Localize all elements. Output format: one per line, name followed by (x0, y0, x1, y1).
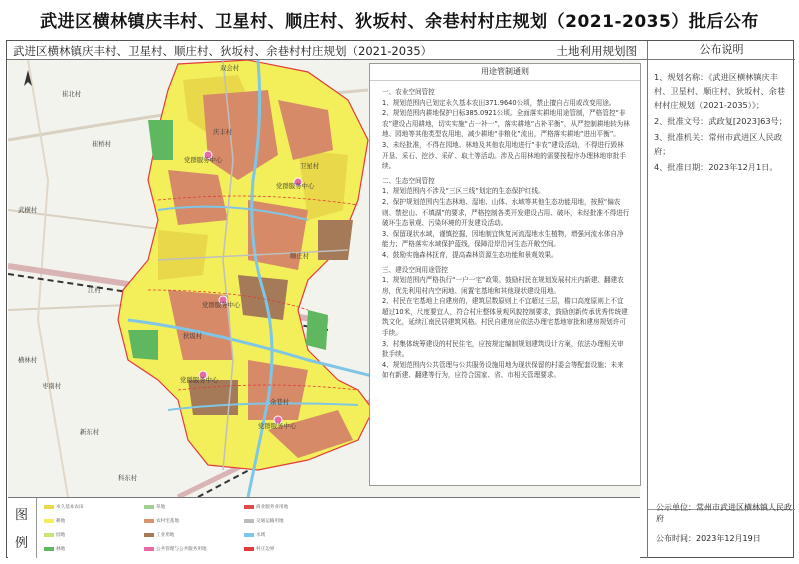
rule-item: 1、规划范围内严格执行“一户一宅”政策。鼓励村民在规划发展村庄内新建、翻建农房，优先利用村内空闲地、闲置宅基地和其他现状建设用地。 (382, 276, 624, 295)
legend-item (144, 518, 179, 524)
label-hengjiang: 武横村 (18, 206, 38, 214)
legend-swatch (44, 547, 54, 551)
land-use-rules-panel (369, 63, 641, 486)
label-henglin: 横林村 (18, 356, 38, 364)
rule-item: 一、农业空间管控 (382, 88, 435, 96)
notice-body (648, 60, 795, 174)
map-type-label: 土地利用规划图 (556, 44, 637, 58)
notice-item: 1、规划名称：《武进区横林镇庆丰村、卫星村、顺庄村、狄坂村、余巷村村庄规划（2021-2035）》； (654, 72, 786, 110)
page-title: 武进区横林镇庆丰村、卫星村、顺庄村、狄坂村、余巷村村庄规划（2021-2035）批后公布 (40, 11, 759, 32)
rule-item: 2、保护规划范围内生态林地、湿地、山体、水域等其他生态功能用地，按照“偏农则、禁挖山、不填湖”的要求，严格控制各类开发建设占用、破坏，未经批准不得进行破坏生态景观、污染环境的开发建设活动。 (382, 197, 630, 228)
notice-item: 4、批准日期：2023年12月1日。 (654, 162, 778, 172)
notice-item: 2、批准文号：武政复[2023]63号； (654, 116, 787, 126)
legend-title-bottom: 例 (15, 536, 29, 551)
plan-name: 武进区横林镇庆丰村、卫星村、顺庄村、狄坂村、余巷村村庄规划（2021-2035） (13, 44, 433, 58)
rule-item: 二、生态空间管控 (382, 176, 435, 185)
label-center-1: 党群服务中心 (184, 156, 223, 164)
legend-item (44, 532, 65, 538)
label-jiangxi: 江村 (88, 286, 101, 294)
rule-item: 2、村民在宅基地上自建房的，建筑层数原则上不宜超过三层，檐口高度原则上不宜超过10米，尺度要宜人，符合村庄整体景观风貌控制要求，鼓励创新传承优秀传统建筑文化，延续江南民居建筑风格。村民自建房应依法办理宅基地审批和建房规划许可手续。 (382, 297, 628, 338)
legend-item (144, 504, 165, 510)
legend-swatch (244, 505, 254, 509)
label-zaonan: 枣南村 (42, 382, 62, 390)
legend-swatch (244, 533, 254, 537)
rule-item: 3、村集体统筹建设的村民住宅，应按规定编制规划建筑设计方案，依法办理相关审批手续。 (382, 339, 624, 359)
rule-item: 4、鼓励实施森林抚育，提高森林资源生态功能和景观效果。 (382, 250, 558, 259)
label-xindong: 新东村 (80, 428, 100, 436)
legend-item (144, 532, 174, 538)
rule-item: 3、保留现状水域，谨慎挖掘，因地制宜恢复河流湿地水生植物，增强河流水体自净能力；严格落实水域保护蓝线，保障沿岸沿河生态开敞空间。 (382, 229, 624, 249)
legend-label: 公共管理与公共服务用地 (156, 547, 207, 552)
basic-farmland (158, 230, 208, 280)
legend-label: 园地 (56, 533, 66, 538)
legend-swatch (44, 533, 54, 537)
industrial-area (238, 275, 288, 320)
label-diban: 狄坂村 (183, 332, 203, 340)
label-center-2: 党群服务中心 (276, 182, 315, 190)
publisher: 公示单位：常州市武进区横林镇人民政府 (656, 503, 792, 523)
legend-label: 水域 (256, 533, 266, 538)
legend-item (44, 518, 65, 524)
legend-label: 永久基本农田 (56, 505, 84, 510)
label-cuiqiao: 崔桥村 (92, 140, 112, 148)
rules-heading: 用途管制通则 (370, 64, 640, 81)
legend-label: 交通运输用地 (256, 519, 284, 524)
legend-swatch (244, 547, 254, 551)
notice-item: 3、批准机关：常州市武进区人民政府； (654, 132, 783, 156)
map-subheader (7, 41, 647, 60)
legend-swatch (44, 519, 54, 523)
legend-swatch (144, 547, 154, 551)
legend-item (244, 504, 288, 510)
label-weixing: 卫星村 (300, 162, 320, 170)
label-center-5: 党群服务中心 (258, 422, 297, 430)
rule-item: 2、规划范围内耕地保护目标385.0921公顷。全面落实耕地用途管制，严格管控“非农”建设占用耕地，切实实施“占一补一”，落实耕地“占补平衡”，从严控制耕地转为林地、园地等其他类型农用地，减少耕地“非粮化”流出，严格落实耕地“进出平衡”。 (382, 109, 630, 139)
notice-heading: 公布说明 (648, 41, 795, 60)
map-legend (8, 497, 640, 558)
rule-item: 1、规划范围内不涉及“三区三线”划定的生态保护红线。 (382, 187, 545, 196)
legend-label: 商业服务业用地 (256, 505, 289, 510)
rule-item: 1、规划范围内已划定永久基本农田371.9640公顷，禁止擅自占用或改变用途。 (382, 98, 616, 107)
legend-swatch (144, 505, 154, 509)
legend-item (244, 518, 284, 524)
label-qingfeng: 庆丰村 (213, 128, 233, 136)
legend-item (44, 546, 65, 552)
legend-label: 林地 (56, 547, 66, 552)
legend-swatch (144, 533, 154, 537)
label-shuanghui: 双会村 (220, 64, 240, 72)
legend-item (244, 546, 274, 552)
legend-label: 村庄边界 (256, 547, 275, 552)
industrial-area (318, 220, 353, 260)
legend-swatch (244, 519, 254, 523)
forest-area (306, 310, 328, 350)
label-center-3: 党群服务中心 (202, 301, 241, 309)
label-cuibei: 崔北村 (62, 90, 82, 98)
legend-label: 工业用地 (156, 533, 175, 538)
legend-item (244, 532, 265, 538)
legend-title-top: 图 (15, 508, 29, 523)
legend-swatch (44, 505, 54, 509)
legend-title (8, 498, 37, 558)
residential-cluster (248, 360, 308, 420)
legend-swatch (144, 519, 154, 523)
label-center-4: 党群服务中心 (180, 376, 219, 384)
publish-date: 公布时间：2023年12月19日 (656, 534, 761, 543)
rule-item: 三、建设空间用途管控 (382, 265, 448, 274)
legend-item (44, 504, 84, 510)
label-shunzhuang: 顺庄村 (290, 252, 310, 260)
notice-panel (647, 41, 795, 558)
rule-item: 4、规划范围内公共管理与公共服务设施用地为现状保留的村委会等配套设施；未来如有新建、翻建等行为，应符合国家、省、市相关管理要求。 (382, 360, 624, 380)
label-yuxiang: 余巷村 (270, 398, 290, 406)
label-kedong: 科东村 (118, 474, 138, 482)
legend-label: 农村宅基地 (156, 519, 179, 524)
legend-item (144, 546, 207, 552)
legend-label: 草地 (156, 505, 166, 510)
legend-label: 耕地 (56, 519, 66, 524)
rule-item: 3、未经批准，不得在园地、林地及其他农用地进行“非农”建设活动，不得进行毁林开垦、采石、挖沙、采矿、取土等活动。涉及占用林地的需要按程序办理林地审批手续。 (382, 140, 626, 171)
